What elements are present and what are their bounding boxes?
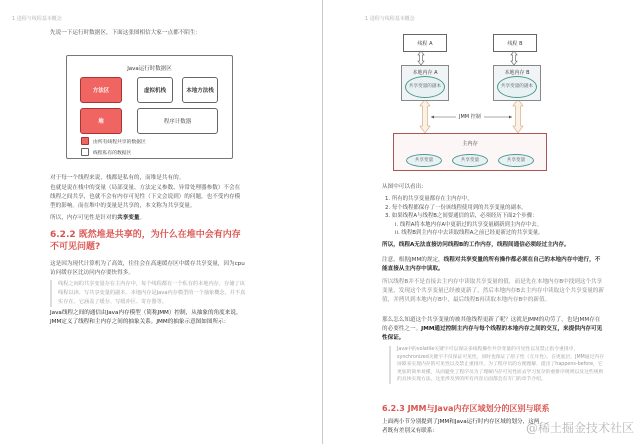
native-stack-box: 本地方法栈 bbox=[182, 77, 218, 103]
program-counter-box: 程序计数器 bbox=[137, 108, 218, 134]
shared-var: 共享变量 bbox=[498, 154, 534, 167]
paragraph: 那么怎么知道这个共享变量的被其他线程更新了呢？这就是JMM的功劳了，也是JMM存在的必要性之一。JMM通过控制主内存与每个线程的本地内存之间的交互，来提供内存可见性保证。 bbox=[382, 317, 603, 341]
paragraph: 所以，内存可见性是针对的共享变量。 bbox=[50, 215, 146, 221]
paragraph: Java线程之间的通信由Java内存模型（简称JMM）控制，从抽象的角度来说，JMM定义了线程和主内存之间的抽象关系。JMM的抽象示意图如图所示： bbox=[50, 310, 242, 325]
section-heading: 6.2.2 既然堆是共享的，为什么在堆中会有内存不可见问题? bbox=[50, 230, 241, 252]
arrow-local-b-main bbox=[513, 99, 523, 133]
paragraph: 上面两小节分别提到了JMM和Java运行时内存区域的划分，这两者既有差别又有联系： bbox=[382, 419, 540, 434]
shared-var-copy-a: 共享变量的副本 bbox=[405, 76, 445, 98]
thread-b-box: 线程 B bbox=[493, 34, 537, 52]
shared-swatch bbox=[81, 137, 89, 145]
list-item: 3. 如果线程A与线程B之间要通信的话，必须经历下面2个步骤： bbox=[385, 213, 538, 219]
list-item: ii. 线程B到主内存中去读取线程A之前已经更新过的共享变量。 bbox=[395, 230, 544, 236]
running-head: 1 进程与线程基本概念 bbox=[365, 16, 415, 22]
private-swatch bbox=[81, 148, 89, 156]
paragraph: 所以线程B并不是直接去主内存中读取共享变量的值，而是先在本地内存B中找到这个共享变量，发现这个共享变量已经被更新了，然后本地内存B去主内存中读取这个共享变量的新值，并拷贝到本地内存B中，最后线程B再读取本地内存B中的新值。 bbox=[382, 279, 604, 303]
list-item: 2. 每个线程都保存了一份该线程使用到的共享变量的副本。 bbox=[385, 204, 527, 211]
legend-private bbox=[81, 148, 131, 156]
shared-var: 共享变量 bbox=[406, 154, 442, 167]
findings-list bbox=[385, 195, 600, 238]
section-heading: 6.2.3 JMM与Java内存区域划分的区别与联系 bbox=[382, 404, 550, 413]
main-memory-label: 主内存 bbox=[462, 141, 478, 147]
thread-a-box: 线程 A bbox=[403, 34, 447, 52]
shared-var: 共享变量 bbox=[452, 154, 488, 167]
paragraph: 注意，根据JMM的规定，线程对共享变量的所有操作都必须在自己的本地内存中进行，不能直接从主内存中读取。 bbox=[382, 257, 601, 272]
shared-var-copy-b: 共享变量的副本 bbox=[497, 76, 537, 98]
paragraph: 也就是说在栈中的变量（局部变量、方法定义参数、异常处理器参数）不会在线程之间共享，也就不会有内存可见性（下文会说到）的问题，也不受内存模型的影响。而在堆中的变量是共享的，本文称为共享变量。 bbox=[50, 185, 241, 209]
diagram-title: Java运行时数据区 bbox=[127, 66, 172, 72]
list-item: i. 线程A将本地内存A中更新过的共享变量刷新到主内存中去。 bbox=[395, 221, 543, 228]
paragraph: 对于每一个线程来说，栈都是私有的，而堆是共有的。 bbox=[50, 175, 185, 181]
runtime-data-area-diagram bbox=[66, 55, 233, 159]
method-area-box: 方法区 bbox=[80, 77, 122, 103]
arrow-thread-b bbox=[511, 51, 517, 65]
arrow-thread-a bbox=[418, 51, 424, 65]
paragraph: 所以，线程A无法直接访问线程B的工作内存，线程间通信必须经过主内存。 bbox=[382, 242, 570, 248]
legend-shared bbox=[81, 137, 146, 145]
paragraph: 从图中可以看出： bbox=[382, 184, 427, 190]
local-memory-a bbox=[401, 65, 449, 101]
local-memory-a-label: 本地内存 A bbox=[412, 70, 438, 76]
intro-text: 先说一下运行时数据区，下面这张图相信大家一点都不陌生： bbox=[50, 30, 202, 36]
right-page bbox=[323, 0, 640, 444]
blockquote: Java中的volatile关键字可以保证多线程操作共享变量的可见性以及禁止指令重排序，synchronized关键字不仅保证可见性，同时也保证了原子性（互斥性）。在更底层，JMM通过内存屏障来实现内存的可见性以及禁止重排序。为了程序员的方便理解，提出了happens-before，它更加的简单易懂，从而避免了程序员为了理解内存可见性而去学习复杂的重排序规则以及这些规则的具体实现方法。这里涉及到的所有内容后面都会有专门的章节介绍。 bbox=[389, 346, 605, 384]
list-item: 1. 所有的共享变量都存在主内存中。 bbox=[385, 196, 473, 202]
blockquote: 线程之间的共享变量存在主内存中，每个线程都有一个私有的本地内存，存储了该线程以读、写共享变量的副本。本地内存是Java内存模型的一个抽象概念，并不真实存在。它涵盖了缓存、写缓冲区、寄存器等。 bbox=[50, 280, 246, 307]
heap-box: 堆 bbox=[80, 108, 122, 134]
local-memory-b-label: 本地内存 B bbox=[504, 70, 530, 76]
watermark: @稀土掘金技术社区 bbox=[525, 421, 634, 435]
arrow-local-a-main bbox=[420, 99, 430, 133]
paragraph: 这是因为现代计算机为了高效，往往会在高速缓存区中缓存共享变量，因为cpu访问缓存区比访问内存要快得多。 bbox=[50, 261, 245, 276]
legend-shared-label: 由所有线程共享的数据区 bbox=[93, 139, 146, 145]
running-head: 1 进程与线程基本概念 bbox=[12, 16, 62, 22]
jmm-control-label: JMM 控制 bbox=[456, 113, 484, 120]
main-memory-box bbox=[393, 133, 547, 171]
vm-stack-box: 虚拟机栈 bbox=[137, 77, 173, 103]
legend-private-label: 线程私有的数据区 bbox=[93, 150, 132, 156]
local-memory-b bbox=[493, 65, 541, 101]
